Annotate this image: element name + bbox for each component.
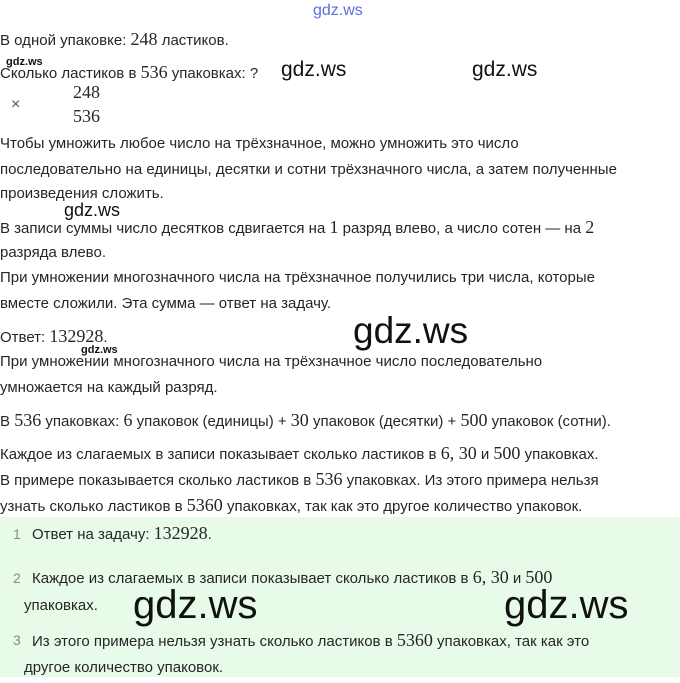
text: Сколько ластиков в — [0, 65, 141, 82]
multiply-bottom-number: 536 — [73, 106, 100, 126]
text: и — [476, 446, 494, 463]
text: упаковках, так как это — [432, 633, 590, 650]
text: В примере показывается сколько ластиков в — [0, 472, 316, 489]
summary-item-2-line-2: упаковках. — [24, 597, 98, 614]
text: . — [207, 526, 212, 543]
text: В одной упаковке: — [0, 32, 131, 49]
p4-line-1: При умножении многозначного числа на трёхзначное число последовательно — [0, 353, 543, 370]
number: 30 — [290, 410, 309, 430]
number: 500 — [460, 410, 488, 430]
number: 248 — [130, 29, 158, 49]
summary-index-3: 3 — [13, 632, 21, 648]
text: и — [508, 570, 526, 587]
number: 6, 30 — [440, 443, 477, 463]
p2-line-1 — [0, 214, 594, 242]
text: упаковок (сотни). — [487, 413, 611, 430]
summary-item-2-line-1 — [32, 562, 552, 594]
watermark-big-1: gdz.ws — [133, 583, 258, 627]
watermark-small-2: gdz.ws — [472, 58, 538, 81]
text: разряд влево, а число сотен — на — [338, 220, 586, 237]
p2-line-2: разряда влево. — [0, 244, 106, 261]
text: упаковок (десятки) + — [308, 413, 461, 430]
watermark-big-2: gdz.ws — [504, 583, 629, 627]
number: 5360 — [396, 630, 433, 650]
p1-line-1: Чтобы умножить любое число на трёхзначное, можно умножить это число — [0, 135, 519, 152]
text: упаковках: ? — [167, 65, 259, 82]
p7-line-2 — [0, 492, 582, 520]
multiply-sign: × — [11, 96, 21, 113]
number: 500 — [493, 443, 521, 463]
intro-line-2 — [0, 59, 258, 87]
p3-line-2: вместе сложили. Эта сумма — ответ на задачу. — [0, 295, 332, 312]
number: 6, 30 — [472, 567, 509, 587]
text: Каждое из слагаемых в записи показывает сколько ластиков в — [32, 570, 473, 587]
text: В записи суммы число десятков сдвигается на — [0, 220, 330, 237]
summary-index-2: 2 — [13, 570, 21, 586]
multiply-top-number: 248 — [73, 82, 100, 102]
number: 2 — [585, 217, 595, 237]
p1-line-2: последовательно на единицы, десятки и сотни трёхзначного числа, а затем полученные — [0, 161, 617, 178]
text: Ответ: — [0, 329, 50, 346]
number: 1 — [329, 217, 339, 237]
text: упаковках. Из этого примера нельзя — [342, 472, 599, 489]
watermark-small-3: gdz.ws — [64, 200, 121, 220]
p4-line-2: умножается на каждый разряд. — [0, 379, 218, 396]
text: Каждое из слагаемых в записи показывает сколько ластиков в — [0, 446, 441, 463]
text: упаковках: — [41, 413, 124, 430]
text: . — [103, 329, 108, 346]
text: Ответ на задачу: — [32, 526, 154, 543]
watermark-mid: gdz.ws — [353, 310, 469, 351]
number: 536 — [140, 62, 168, 82]
text: упаковках. — [520, 446, 599, 463]
watermark-small-1: gdz.ws — [281, 58, 347, 81]
text: Из этого примера нельзя узнать сколько ластиков в — [32, 633, 397, 650]
summary-item-1 — [32, 518, 212, 550]
p6-line — [0, 440, 598, 468]
p5-line — [0, 407, 611, 435]
text: В — [0, 413, 15, 430]
p1-line-3: произведения сложить. — [0, 185, 164, 202]
number: 132928 — [153, 523, 208, 543]
text: упаковок (единицы) + — [132, 413, 291, 430]
watermark-tiny-2: gdz.ws — [81, 344, 118, 356]
number: 132928 — [49, 326, 104, 346]
text: упаковках, так как это другое количество упаковок. — [222, 498, 583, 515]
answer-line — [0, 323, 108, 351]
p3-line-1: При умножении многозначного числа на трёхзначное получились три числа, которые — [0, 269, 595, 286]
intro-line-1 — [0, 26, 229, 54]
summary-item-3-line-2: другое количество упаковок. — [24, 659, 224, 676]
watermark-top: gdz.ws — [313, 2, 363, 19]
text: узнать сколько ластиков в — [0, 498, 187, 515]
number: 6 — [123, 410, 133, 430]
text: ластиков. — [157, 32, 229, 49]
summary-index-1: 1 — [13, 526, 21, 542]
watermark-tiny-1: gdz.ws — [6, 56, 43, 68]
number: 5360 — [186, 495, 223, 515]
p7-line-1 — [0, 466, 599, 494]
number: 536 — [14, 410, 42, 430]
number: 500 — [525, 567, 553, 587]
number: 536 — [315, 469, 343, 489]
